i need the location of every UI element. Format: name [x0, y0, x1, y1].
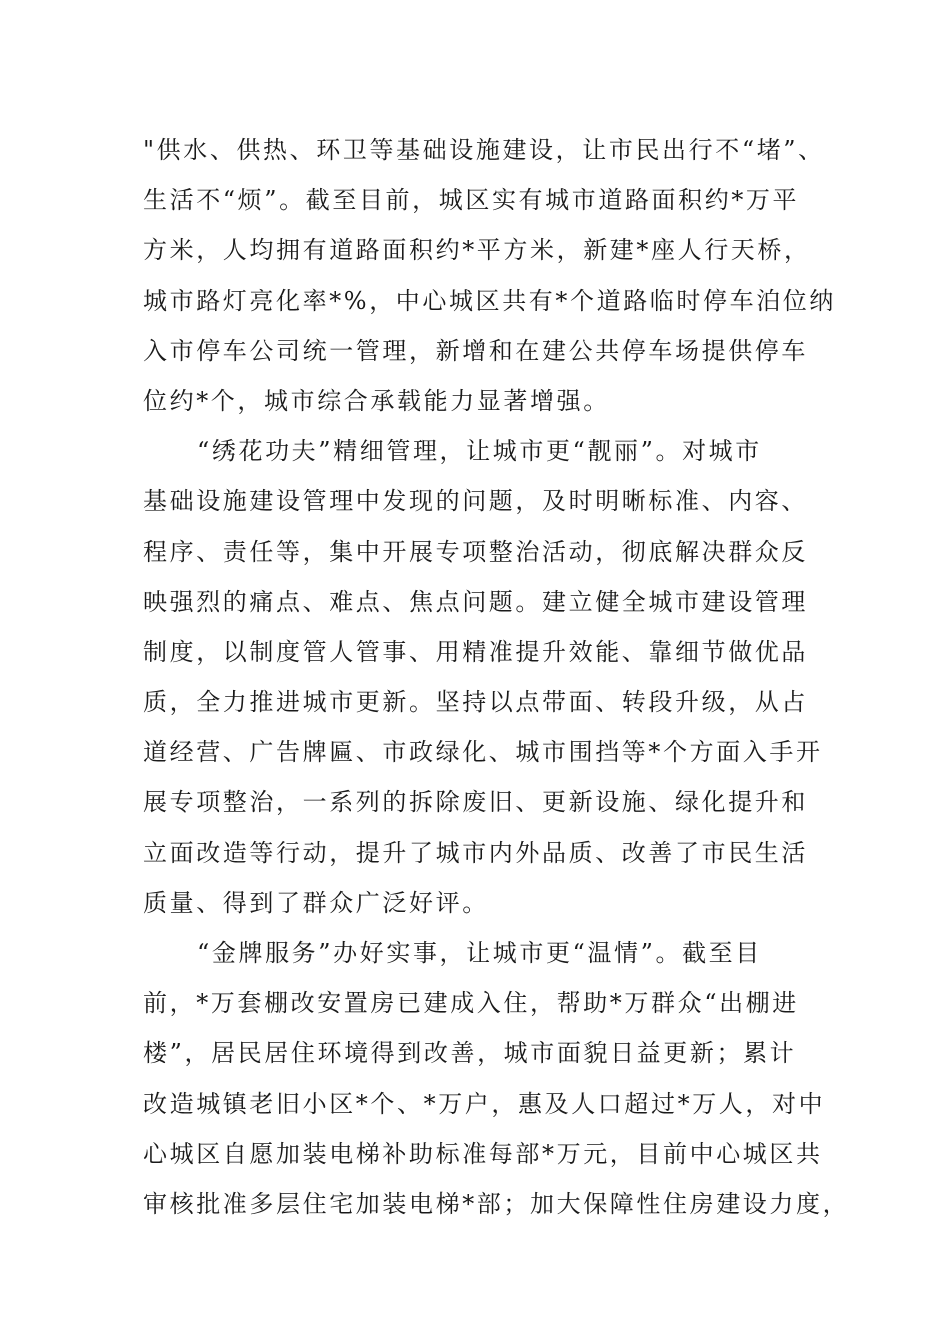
document-body: [143, 125, 850, 1229]
text-line: 改造城镇老旧小区*个、*万户，惠及人口超过*万人，对中: [143, 1089, 826, 1118]
text-line: 生活不“烦”。截至目前，城区实有城市道路面积约*万平: [143, 186, 800, 215]
text-line: “绣花功夫”精细管理，让城市更“靓丽”。对城市: [197, 437, 762, 466]
text-line: 立面改造等行动，提升了城市内外品质、改善了市民生活: [143, 838, 808, 867]
text-line: 映强烈的痛点、难点、焦点问题。建立健全城市建设管理: [143, 587, 808, 616]
text-line: 城市路灯亮化率*%，中心城区共有*个道路临时停车泊位纳: [143, 286, 837, 315]
text-line: 前，*万套棚改安置房已建成入住，帮助*万群众“出棚进: [143, 989, 799, 1018]
text-line: "供水、供热、环卫等基础设施建设，让市民出行不“堵”、: [143, 136, 825, 164]
text-line: 制度，以制度管人管事、用精准提升效能、靠细节做优品: [143, 637, 808, 666]
text-line: 心城区自愿加装电梯补助标准每部*万元，目前中心城区共: [143, 1139, 823, 1168]
text-line: 质，全力推进城市更新。坚持以点带面、转段升级，从占: [143, 688, 808, 717]
paragraph-infrastructure: [143, 125, 837, 426]
text-line: 楼”，居民居住环境得到改善，城市面貌日益更新；累计: [143, 1039, 797, 1068]
text-line: 入市停车公司统一管理，新增和在建公共停车场提供停车: [143, 336, 808, 365]
text-line: 质量、得到了群众广泛好评。: [143, 888, 489, 917]
text-line: 基础设施建设管理中发现的问题，及时明晰标准、内容、: [143, 487, 808, 516]
text-line: 道经营、广告牌匾、市政绿化、城市围挡等*个方面入手开: [143, 738, 823, 767]
text-line: 审核批准多层住宅加装电梯*部；加大保障性住房建设力度，: [143, 1189, 850, 1218]
paragraph-gold-service: [143, 928, 850, 1229]
text-line: 程序、责任等，集中开展专项整治活动，彻底解决群众反: [143, 537, 808, 566]
text-line: 展专项整治，一系列的拆除废旧、更新设施、绿化提升和: [143, 788, 808, 817]
text-line: 位约*个，城市综合承载能力显著增强。: [143, 386, 610, 415]
text-line: “金牌服务”办好实事，让城市更“温情”。截至目: [197, 939, 762, 967]
paragraph-fine-management: [143, 426, 833, 928]
text-line: 方米，人均拥有道路面积约*平方米，新建*座人行天桥，: [143, 236, 811, 265]
